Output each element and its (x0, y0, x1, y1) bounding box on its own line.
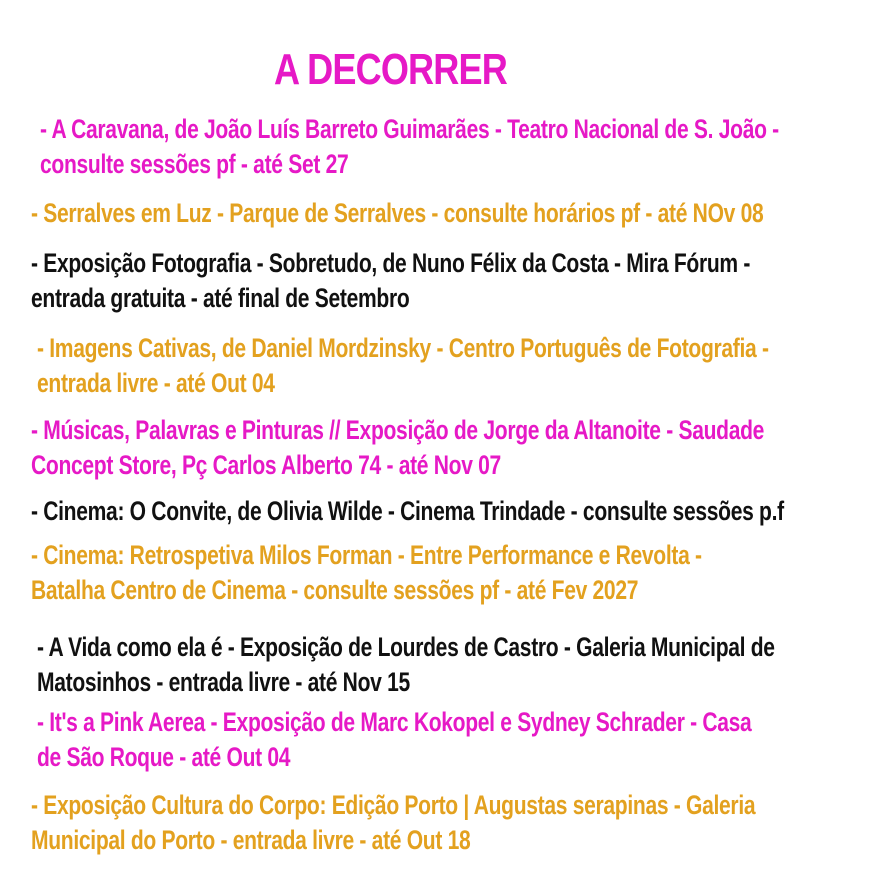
page-title: A DECORRER (274, 45, 508, 94)
event-line: - A Caravana, de João Luís Barreto Guimarães - Teatro Nacional de S. João - (40, 114, 779, 144)
event-vida-como-ela-e (37, 630, 775, 700)
event-cultura-do-corpo (31, 788, 755, 858)
event-serralves (31, 196, 763, 231)
event-line: - Exposição Cultura do Corpo: Edição Porto | Augustas serapinas - Galeria (31, 790, 756, 820)
event-exposicao-fotografia (31, 246, 750, 316)
event-line: - Serralves em Luz - Parque de Serralves - consulte horários pf - até NOv 08 (31, 198, 764, 228)
event-line: - Cinema: O Convite, de Olivia Wilde - Cinema Trindade - consulte sessões p.f (31, 496, 784, 526)
event-line: - A Vida como ela é - Exposição de Lourdes de Castro - Galeria Municipal de (37, 632, 775, 662)
event-line: - Cinema: Retrospetiva Milos Forman - Entre Performance e Revolta - (31, 540, 702, 570)
event-line: entrada livre - até Out 04 (37, 368, 275, 398)
event-line: - It's a Pink Aerea - Exposição de Marc Kokopel e Sydney Schrader - Casa (37, 707, 752, 737)
event-line: Municipal do Porto - entrada livre - até Out 18 (31, 825, 471, 855)
event-pink-aerea (37, 705, 751, 775)
event-line: Batalha Centro de Cinema - consulte sessões pf - até Fev 2027 (31, 575, 639, 605)
event-line: Matosinhos - entrada livre - até Nov 15 (37, 667, 410, 697)
event-line: de São Roque - até Out 04 (37, 742, 291, 772)
event-line: Concept Store, Pç Carlos Alberto 74 - até Nov 07 (31, 450, 501, 480)
event-line: - Músicas, Palavras e Pinturas // Exposição de Jorge da Altanoite - Saudade (31, 415, 765, 445)
event-cinema-forman (31, 538, 702, 608)
event-caravana (40, 112, 779, 182)
event-imagens-cativas (37, 331, 769, 401)
event-line: consulte sessões pf - até Set 27 (40, 149, 349, 179)
event-line: entrada gratuita - até final de Setembro (31, 283, 410, 313)
event-line: - Exposição Fotografia - Sobretudo, de Nuno Félix da Costa - Mira Fórum - (31, 248, 751, 278)
event-cinema-convite (31, 494, 784, 529)
event-line: - Imagens Cativas, de Daniel Mordzinsky - Centro Português de Fotografia - (37, 333, 769, 363)
event-musicas-palavras (31, 413, 764, 483)
